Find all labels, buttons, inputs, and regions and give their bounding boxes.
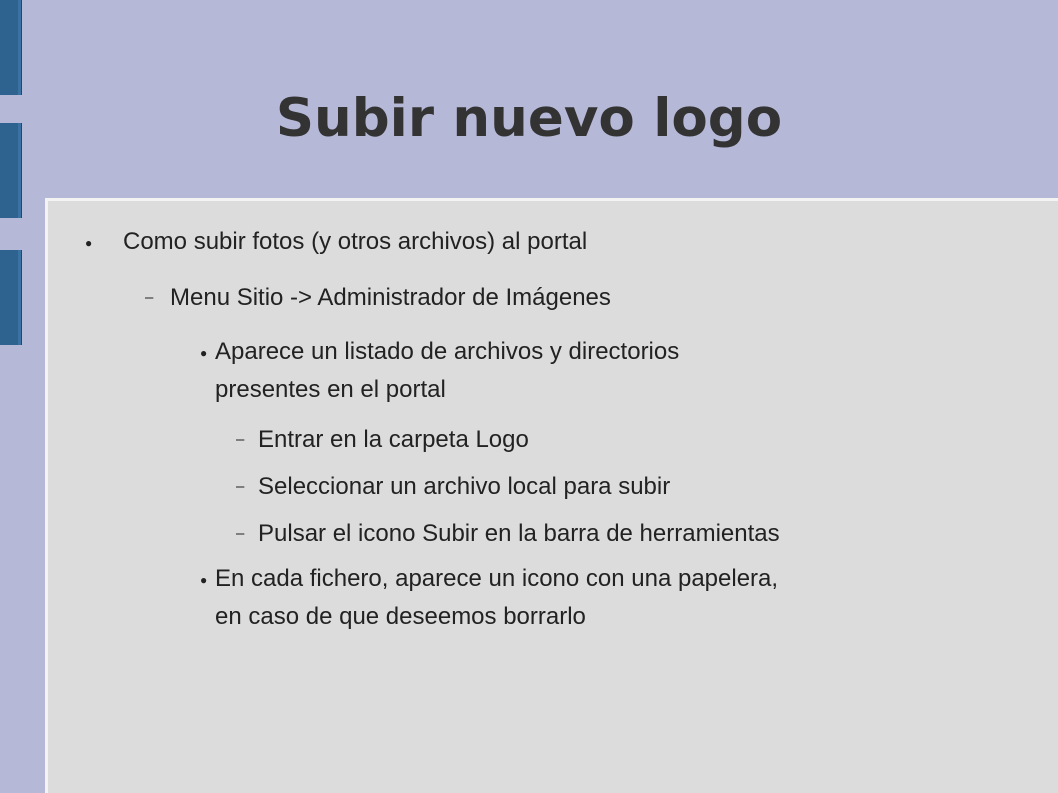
bullet-dot-icon: ● <box>200 573 208 587</box>
decorative-side-bar-bottom <box>0 250 22 345</box>
bullet-dash-icon: – <box>236 478 245 495</box>
list-item: Pulsar el icono Subir en la barra de herramientas <box>258 520 780 547</box>
list-item: Entrar en la carpeta Logo <box>258 426 529 453</box>
list-item-line: En cada fichero, aparece un icono con una papelera, <box>215 565 779 592</box>
list-item: Menu Sitio -> Administrador de Imágenes <box>170 284 611 311</box>
bullet-dot-icon: ● <box>85 236 93 250</box>
list-item-line: presentes en el portal <box>215 376 446 403</box>
bullet-dash-icon: – <box>236 431 245 448</box>
slide-title: Subir nuevo logo <box>275 88 783 149</box>
list-item-line: en caso de que deseemos borrarlo <box>215 603 586 630</box>
decorative-side-bar-top <box>0 0 22 95</box>
bullet-dot-icon: ● <box>200 346 208 360</box>
bullet-dash-icon: – <box>236 525 245 542</box>
bullet-dash-icon: – <box>145 289 154 306</box>
list-item: Seleccionar un archivo local para subir <box>258 473 671 500</box>
list-item: Como subir fotos (y otros archivos) al portal <box>123 228 588 255</box>
list-item-line: Aparece un listado de archivos y directorios <box>215 338 680 365</box>
